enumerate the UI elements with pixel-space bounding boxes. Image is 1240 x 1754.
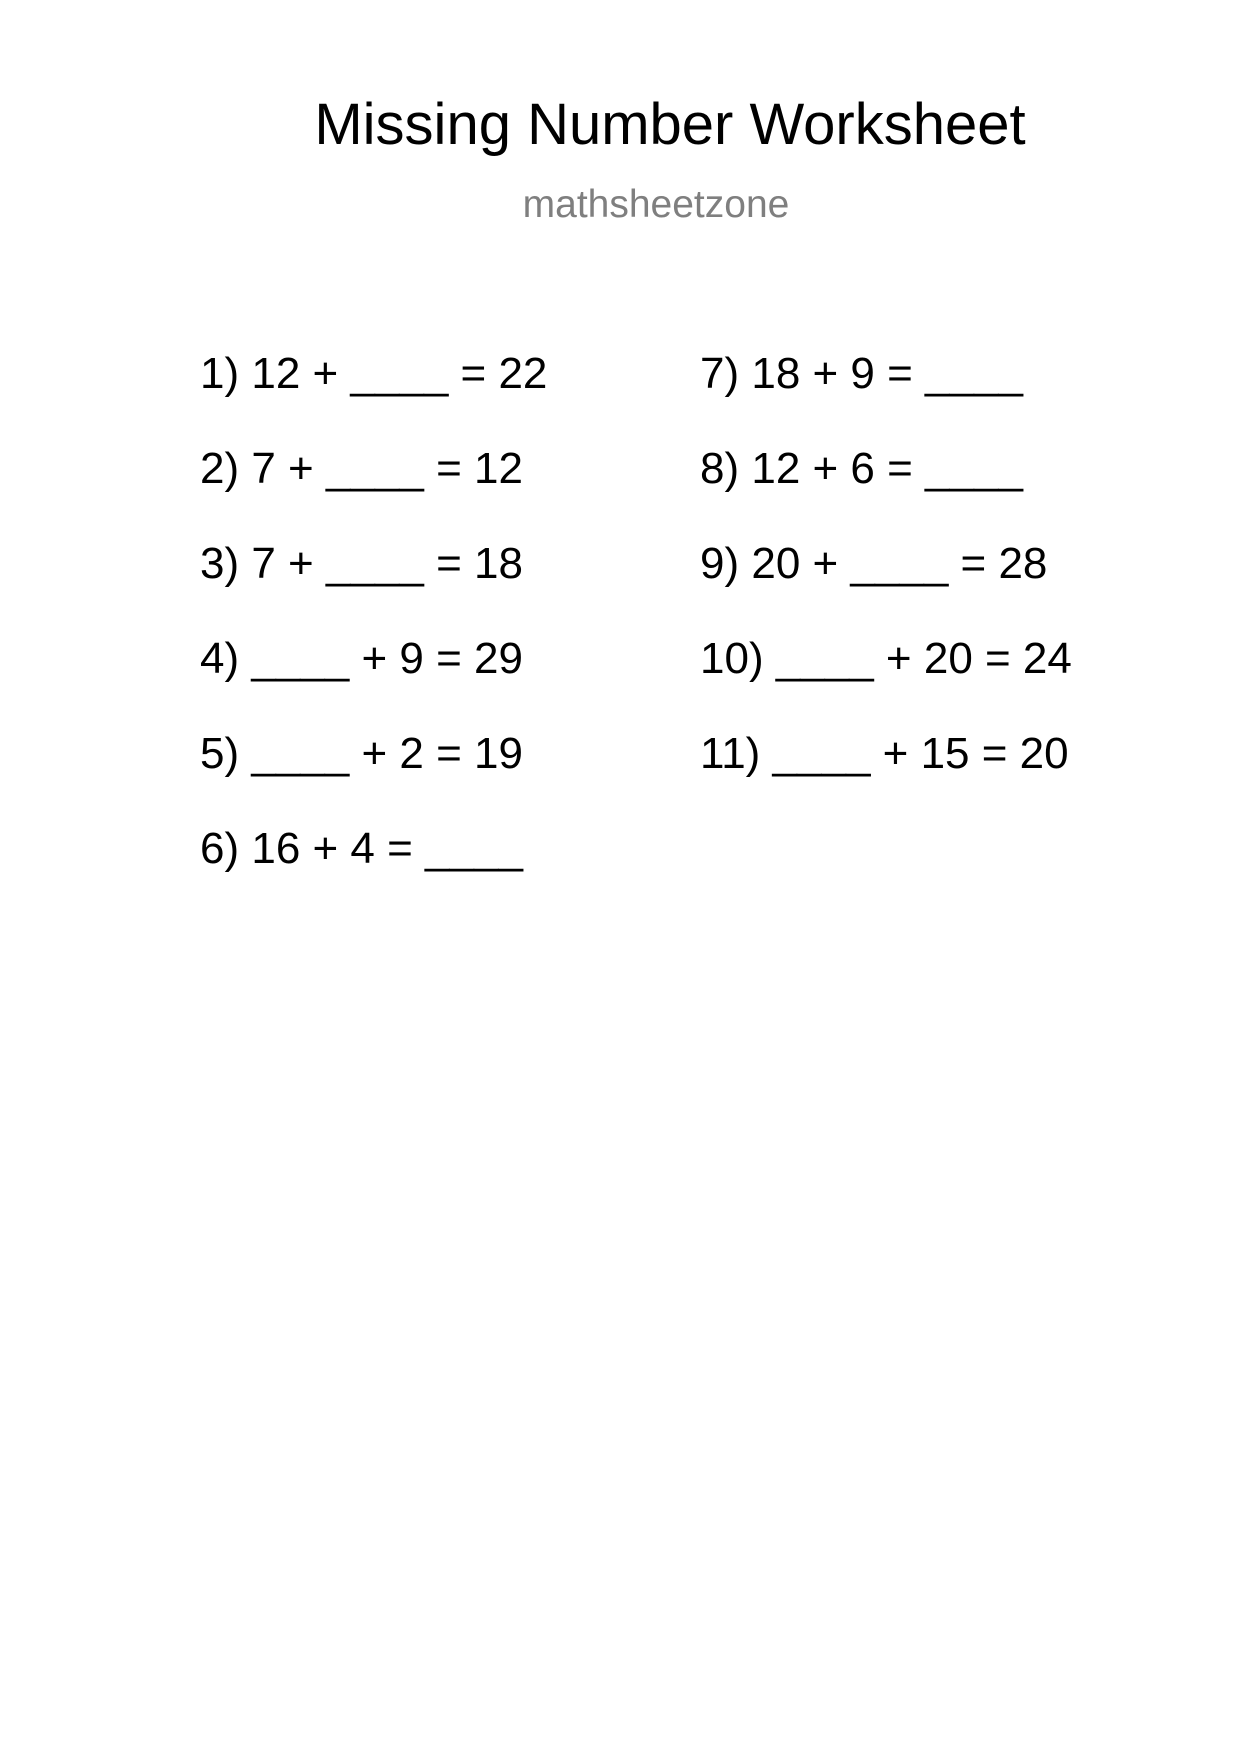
- problems-column-right: [700, 349, 1072, 827]
- problem-8: 8) 12 + 6 = ____: [700, 444, 1023, 493]
- problem-5: 5) ____ + 2 = 19: [200, 729, 523, 778]
- worksheet-title: Missing Number Worksheet: [314, 92, 1026, 157]
- problem-3: 3) 7 + ____ = 18: [200, 539, 523, 588]
- problem-10: 10) ____ + 20 = 24: [700, 634, 1072, 683]
- problem-2: 2) 7 + ____ = 12: [200, 444, 523, 493]
- problem-1: 1) 12 + ____ = 22: [200, 349, 548, 398]
- worksheet-source: mathsheetzone: [522, 183, 790, 226]
- problem-9: 9) 20 + ____ = 28: [700, 539, 1048, 588]
- problem-4: 4) ____ + 9 = 29: [200, 634, 523, 683]
- problem-11: 11) ____ + 15 = 20: [700, 729, 1069, 778]
- problem-6: 6) 16 + 4 = ____: [200, 824, 523, 873]
- problem-7: 7) 18 + 9 = ____: [700, 349, 1023, 398]
- problems-column-left: [200, 349, 548, 922]
